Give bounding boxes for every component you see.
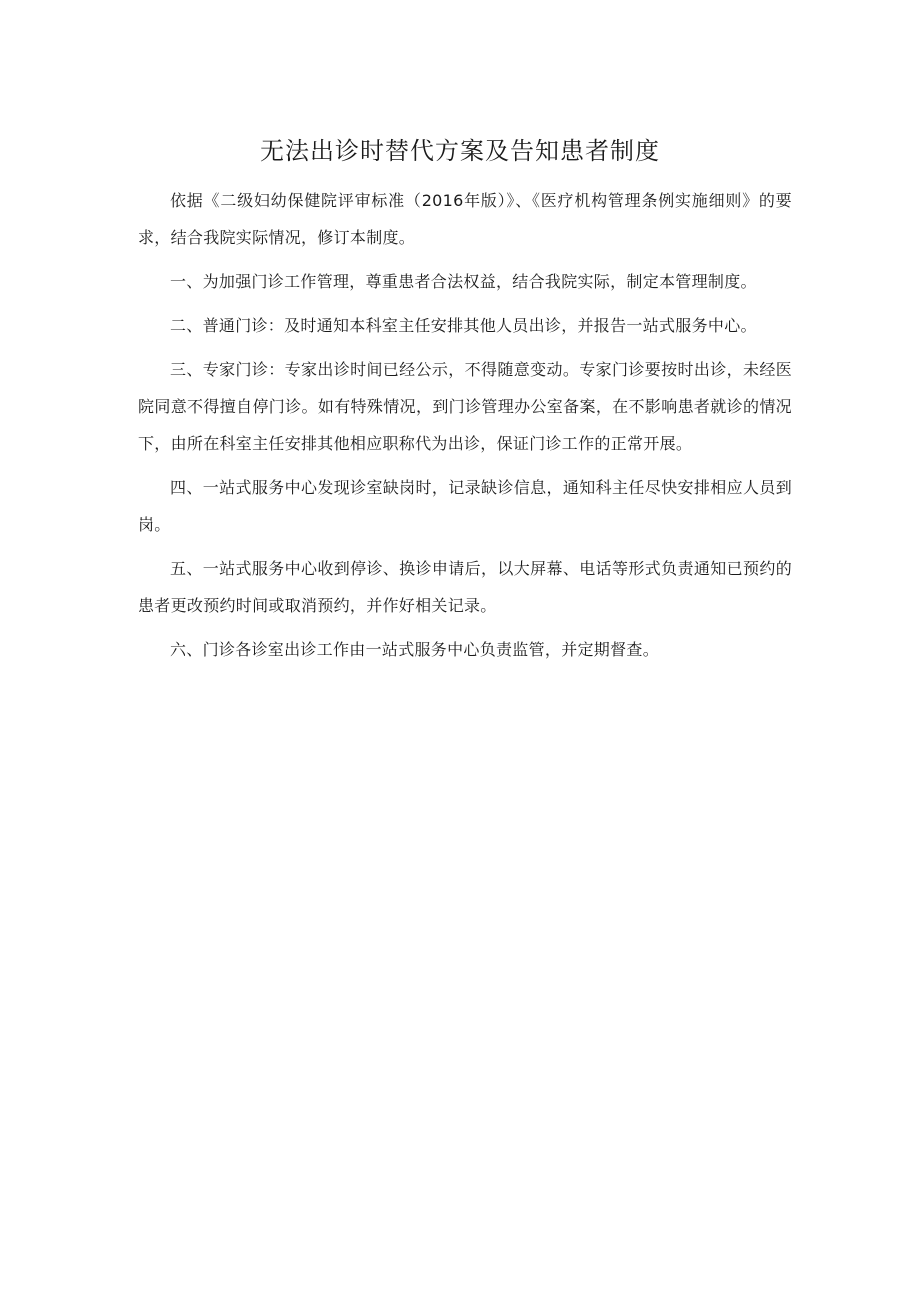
paragraph-1: 一、为加强门诊工作管理，尊重患者合法权益，结合我院实际，制定本管理制度。: [170, 272, 757, 291]
document-title: 无法出诊时替代方案及告知患者制度: [260, 137, 660, 165]
paragraph-5: 五、一站式服务中心收到停诊、换诊申请后，以大屏幕、电话等形式负责通知已预约的患者更改预约时间或取消预约，并作好相关记录。: [138, 559, 792, 615]
paragraph-4: 四、一站式服务中心发现诊室缺岗时，记录缺诊信息，通知科主任尽快安排相应人员到岗。: [138, 478, 792, 534]
paragraph-intro: 依据《二级妇幼保健院评审标准（2016年版）》、《医疗机构管理条例实施细则》的要求，结合我院实际情况，修订本制度。: [138, 191, 792, 247]
paragraph-2: 二、普通门诊：及时通知本科室主任安排其他人员出诊，并报告一站式服务中心。: [170, 316, 757, 335]
document-body: [138, 182, 792, 675]
paragraph-3: 三、专家门诊：专家出诊时间已经公示，不得随意变动。专家门诊要按时出诊，未经医院同意不得擅自停门诊。如有特殊情况，到门诊管理办公室备案，在不影响患者就诊的情况下，由所在科室主任安排其他相应职称代为出诊，保证门诊工作的正常开展。: [138, 360, 792, 453]
paragraph-6: 六、门诊各诊室出诊工作由一站式服务中心负责监管，并定期督查。: [170, 640, 660, 659]
